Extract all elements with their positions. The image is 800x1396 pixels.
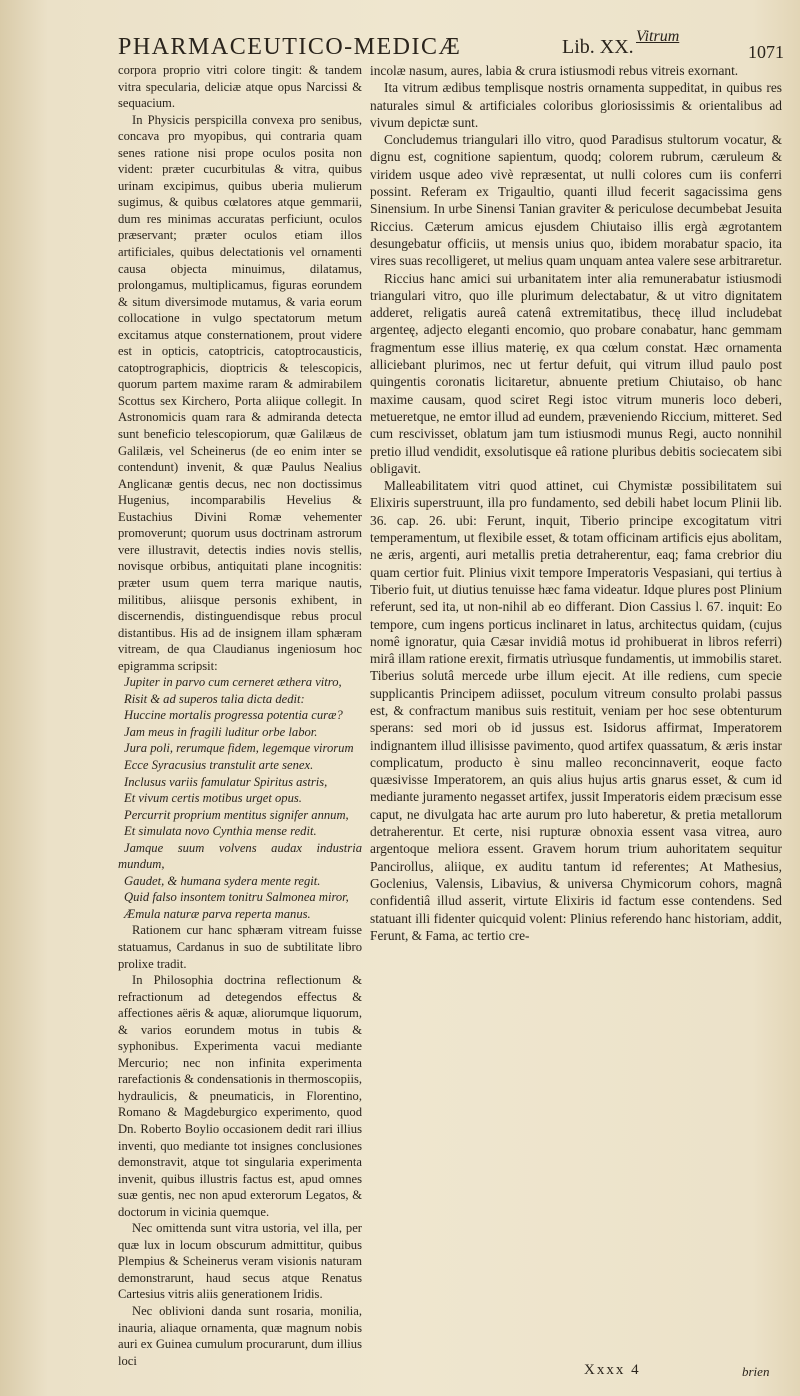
left-paragraph: Nec omittenda sunt vitra ustoria, vel illa, per quæ lux in locum obscurum admittitur, quibus Plempius & Scheinerus veram visionis naturam demonstrarunt, haud secus atque Renatus Cartesius vitris aliis generationem Iridis.: [118, 1221, 362, 1302]
left-verse-line: Ecce Syracusius transtulit arte senex.: [124, 757, 314, 772]
right-paragraph: Riccius hanc amici sui urbanitatem inter alia remunerabatur istiusmodi triangulari vitro, quo ille plurimum delectabatur, & ut vitro dignitatem adderet, religatis aureâ catenâ extremitatibus, thecę illud includebat argenteę, adjecto eleganti encomio, quo probare conabatur, hanc gemmam fragmentum esse illius materię, ex qua cœlum constat. Hæc ornamenta alliciebant plurimos, nec ut fertur defuit, qui vitrum illud paulo post quingentis coronatis licitaretur, abnuente pretium Chiutaiso, ob hanc maxime causam, quod sciret Regi istoc vitrum muneris loco deberi, metueretque, ne emtor illud ad eundem, præveniendo Riccium, mitteret. Sed cum rescivisset, oblatum jam tum istiusmodi munus Regi, aucto nonnihil pretio illud vendidit, exsolutisque eâ ratione pluribus debitis sociecatem sibi obligavit.: [370, 270, 782, 476]
page-number: 1071: [748, 42, 784, 62]
left-paragraph: Rationem cur hanc sphæram vitream fuisse statuamus, Cardanus in suo de subtilitate libro prolixe tradit.: [118, 923, 362, 971]
right-paragraph: Malleabilitatem vitri quod attinet, cui Chymistæ possibilitatem sui Elixiris superstruunt, illa pro fundamento, sed debili habet locum Plinii lib. 36. cap. 26. ubi: Ferunt, inquit, Tiberio principe excogitatum vitri temperamentum, ut flexibile esset, & totam officinam artificis ejus abolitam, ne æris, argenti, auri metallis pretia detraherentur, eaq; fama crebrior diu quam certior fuit. Plinius vixit tempore Imperatoris Vespasiani, qui tertius à Tiberio fuit, ut diutius tenuisse hæc fama videatur. Idque plures post Plinium referunt, sed ita, ut non-nihil ab eo differant. Dion Cassius l. 67. inquit: Eo tempore, cum ingens porticus inclinaret in latus, architectus quidam, (cujus nomê ignoratur, quia Cæsar invidiâ motus id prohibuerat in libros referri) mirâ illam ratione erexit, firmatis utrìusque fundamentis, ut immobilis staret. Tiberius solutâ mercede urbe illum ejecit. At ille rediens, cum specie supplicantis Principem adiisset, poculum vitreum consulto prolabi passus est, & confractum manibus suis restituit, veniam per hoc sese obtenturum sperans: sed mori ob id jussus est. Isidorus affirmat, Imperatorem indignantem illud illisisse pavimento, quod artifex quassatum, & æris instar complicatum, producto è sinu malleo reconcinnaverit, eoque facto quæsivisse Imperatorem, an quis alius hujus artis gnarus esset, & cum id mediante juramento negasset artifex, jussit Imperatoris eidem præcisum esse caput, ne divulgata hac arte aurum pro luto haberetur, & pretia metallorum detraherentur. Et certe, nisi rupturæ obnoxia essent vasa vitrea, auro argentoque meliora essent. Gravem horum trium auhoritatem sequitur Pancirollus, aliique, ex auditu tantum id referentes; At Mathesius, Goclenius, Valensis, Libavius, & universa Chymicorum cohors, magnâ confidentiâ illud asserit, virtute Elixiris id factum esse contendens. Sed statuant illi fidenter quicquid volent: Plinius referendo hanc historiam, addit, Ferunt, & Fama, ac tertio cre-: [370, 478, 782, 943]
left-paragraph: In Physicis perspicilla convexa pro senibus, concava pro myopibus, qui contraria quam senes ratione nisi prope oculos posita non vident: præter cucurbitulas & vitra, quibus urinam excipimus, quibus uberia mulierum sugimus, & quibus cœlatores atque gemmarii, dum res minimas accuratas perficiunt, oculos præservant; præter oculos etiam illos artificiales, quibus delectationis vel ornamenti causa objecta minuimus, dilatamus, prolongamus, multiplicamus, figuras eorundem & situm diversimode mutamus, & varia eorum collocatione in vulgo spectatorum metum excitamus atque consternationem, prout videre est in opticis, catoptricis, catoptrocausticis, catoptrographicis, dioptricis & telescopicis, quorum partem maxime raram & admirabilem Scottus sex Kirchero, Porta aliique collegit. In Astronomicis quam rara & admiranda detecta sunt beneficio telescopiorum, quæ Galilæus de Galilæis, vel Scheinerus (de eo enim inter se contendunt) invenit, & quæ Paulus Nealius Anglicanæ gentis decus, nec non doctissimus Hugenius, incomparabilis Hevelius & Eustachius Divini Romæ vehementer promoverunt; quorum usus doctrinam astrorum vere illustravit, detectis indies novis stellis, novisque orbibus, antiquitati plane incognitis: præter usum quem terra marique nautis, militibus, aliisque personis exhibent, in discernendis, distinguendisque rebus procul distantibus. His ad de insignem illam sphæram vitream, de qua Claudianus ingeniosum hoc epigramma scripsit:: [118, 112, 362, 673]
left-verse-line: Percurrit proprium mentitus signifer annum,: [124, 807, 349, 822]
left-verse-line: Et vivum certis motibus urget opus.: [124, 791, 302, 806]
book-reference: Lib. XX.: [562, 36, 634, 58]
left-paragraph: Nec oblivioni danda sunt rosaria, monilia, inauria, aliaque ornamenta, quæ magnum nobis auri ex Guinea cumulum procurarunt, dum illius loci: [118, 1304, 362, 1368]
left-text-column: [118, 62, 362, 1369]
left-paragraph: In Philosophia doctrina reflectionum & refractionum ad detegendos effectus & affectiones aëris & aquæ, aliorumque liquorum, & varios eorundem motus in tubis & syphonibus. Experimenta vacui mediante Mercurio; nec non infinita experimenta rarefactionis & condensationis in thermoscopiis, hydraulicis, & pneumaticis, in Florentino, Romano & Magdeburgico experimento, quod Dn. Roberto Boylio occasionem dedit rari illius inventi, quo mediante tot insignes conclusiones demonstravit, atque tot singularia experimenta invenit, quibus illustris factus est, apud omnes suæ gentis, nec non apud exterorum Legatos, & doctorum in vicinia quemque.: [118, 973, 362, 1219]
right-paragraph: Ita vitrum ædibus templisque nostris ornamenta suppeditat, in quibus res naturales simul & artificiales coloribus gloriosissimis & orientalibus ad vivum depictæ sunt.: [370, 80, 782, 130]
left-paragraph: corpora proprio vitri colore tingit: & tandem vitra specularia, deliciæ atque opus Narcissi & sequacium.: [118, 63, 362, 111]
left-verse-line: Jamque suum volvens audax industria mundum,: [118, 840, 362, 872]
right-text-column: [370, 62, 782, 944]
left-verse-line: Æmula naturæ parva reperta manus.: [124, 906, 311, 921]
left-verse-line: Huccine mortalis progressa potentia curæ?: [124, 708, 343, 723]
running-title: PHARMACEUTICO-MEDICÆ: [118, 34, 462, 60]
right-paragraph: incolæ nasum, aures, labia & crura istiusmodi rebus vitreis exornant.: [370, 63, 739, 78]
left-verse-line: Et simulata novo Cynthia mense redit.: [124, 824, 317, 839]
left-verse-line: Inclusus variis famulatur Spiritus astris,: [124, 774, 328, 789]
footer-catchword: brien: [742, 1364, 770, 1379]
left-verse-line: Jam meus in fragili luditur orbe labor.: [124, 724, 318, 739]
left-verse-line: Gaudet, & humana sydera mente regit.: [124, 873, 321, 888]
left-verse-line: Jura poli, rerumque fidem, legemque virorum: [124, 741, 354, 756]
left-verse-line: Jupiter in parvo cum cerneret æthera vitro,: [124, 675, 342, 690]
signature-mark: Xxxx 4: [584, 1362, 641, 1378]
left-verse-line: Quid falso insontem tonitru Salmonea miror,: [124, 890, 349, 905]
left-verse-line: Risit & ad superos talia dicta dedit:: [124, 691, 305, 706]
header-catchword: Vitrum: [636, 28, 680, 45]
right-paragraph: Concludemus triangulari illo vitro, quod Paradisus stultorum vocatur, & dignu est, cognitione sapientum, quodq; colorem rubrum, cæruleum & viridem usque adeo vivè repræsentat, ut nulli colores cum iis conferri possint. Referam ex Trigaultio, quanti illud fecerit sagacissima gens Sinensium. In urbe Sinensi Tanian graviter & periculose decumbebat Jesuita Riccius. Cæterum amicus ejusdem Chiutaiso illis ergà ægrotantem desungebatur officiis, ut mensis unius quo, ibidem morabatur spacio, ita vires suas recolligeret, ut melius quam unquam antea valere sese arbitraretur.: [370, 132, 782, 269]
